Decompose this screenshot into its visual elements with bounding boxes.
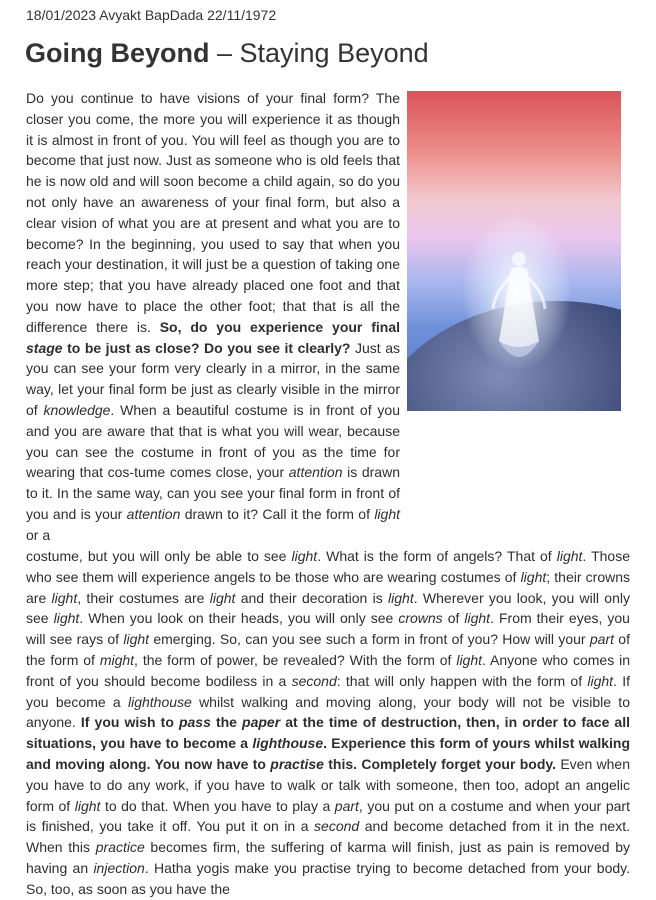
column-text-run: Do you continue to have visions of your final form? The closer you come, the more you will experience it as though it is almost in front of you. You will feel as though you are to become that just now. Just as someone who is old feels that he is now old and will soon become a child again, so do you not only have an awareness of your final form, but also a clear vision of what you are at present and what you are to become? In the beginning, you used to say that when you reach your destination, it will just be a question of taking one more step; that you have already placed one foot and that you now have to place the other foot; that that is all the difference there is. — [26, 90, 400, 335]
full-text-run: . From their eyes, you will see rays of — [26, 610, 630, 648]
full-text-run: , the form of power, be revealed? With the form of — [134, 651, 457, 668]
full-text-run: light — [51, 589, 78, 606]
full-text-run: emerging. So, can you see such a form in front of you? How will your — [149, 631, 590, 648]
full-text-run: part — [334, 797, 359, 814]
full-text-run: Even when you have to do any work, if you have to walk or talk with someone, then too, adopt an angelic form of — [26, 755, 630, 814]
column-text-run: Just as you can see your form very clearly in a mirror, in the same way, let your final form be just as clearly visible in the mirror of — [26, 339, 400, 418]
full-text-run: lighthouse — [252, 735, 324, 752]
full-text-run: . Anyone who comes in front of you should become bodiless in a — [26, 651, 630, 689]
full-text-run: , their costumes are — [77, 589, 210, 606]
full-text-run: light — [53, 610, 80, 627]
full-text-run: at the time of destruction, then, in order to face all situations, you have to become a — [26, 714, 630, 752]
header-date-line: 18/01/2023 Avyakt BapDada 22/11/1972 — [26, 7, 277, 23]
full-text-run: becomes firm, the suffering of karma will finish, just as pain is removed by having an — [26, 839, 631, 876]
column-text-run: knowledge — [43, 401, 111, 418]
full-text-run: : that will only happen with the form of — [336, 672, 588, 689]
full-text-run: If you wish to — [80, 714, 179, 731]
column-text-run: So, do you experience your final — [159, 318, 401, 335]
column-text-run: light — [374, 505, 400, 522]
full-text-run: injection — [93, 859, 145, 876]
full-text-run: . Experience this form of yours whilst walking and moving along. You now have to — [26, 735, 630, 772]
intro-column-text — [26, 88, 400, 546]
column-text-run: . When a beautiful costume is in front of you and you are aware that that is what you will wear, because you can see the costume in front of you as the time for wearing that cos-tume comes close, your — [26, 401, 400, 481]
column-text-run: to be just as close? Do you see it clearly? — [62, 339, 351, 356]
full-text-run: of the form of — [26, 631, 630, 668]
title-bold: Going Beyond — [25, 38, 210, 68]
full-text-run: light — [464, 610, 491, 627]
full-text-run: light — [291, 548, 318, 564]
full-text-run: crowns — [398, 610, 443, 627]
column-text-run: drawn to it? Call it the form of — [180, 505, 375, 522]
full-text-run: might — [99, 651, 135, 668]
column-text-run: is drawn to it. In the same way, can you see your final form in front of you and is your — [26, 464, 400, 522]
full-text-run: and their decoration is — [235, 589, 389, 606]
full-text-run: second — [314, 818, 360, 835]
full-text-run: . When you look on their heads, you will only see — [79, 610, 399, 627]
title-rest: – Staying Beyond — [209, 38, 429, 68]
full-text-run: light — [587, 672, 614, 689]
full-text-run: . Hatha yogis make you practise trying to become detached from your body. So, too, as soon as you have the — [26, 859, 630, 897]
full-text-run: pass — [178, 714, 211, 731]
full-text-run: ; their crowns are — [26, 568, 630, 606]
full-text-run: light — [520, 568, 547, 585]
main-body-text — [26, 546, 630, 900]
full-text-run: lighthouse — [127, 693, 192, 710]
column-text-run: attention — [126, 505, 181, 522]
full-text-run: the — [210, 714, 243, 731]
full-text-run: light — [74, 797, 101, 814]
full-text-run: practise — [270, 755, 324, 772]
column-text-run: or a — [26, 526, 51, 543]
full-text-run: light — [456, 651, 483, 668]
full-text-run: to do that. When you have to play a — [100, 797, 335, 814]
column-text-run: attention — [288, 464, 343, 481]
full-text-run: . Wherever you look, you will only see — [26, 589, 630, 627]
full-text-run: light — [209, 589, 236, 606]
full-text-run: whilst walking and moving along, your body will not be visible to anyone. — [26, 693, 630, 731]
full-text-run: . If you become a — [26, 672, 630, 710]
full-text-run: paper — [242, 714, 281, 731]
full-text-run: part — [589, 631, 614, 648]
full-text-run: . What is the form of angels? That of — [317, 548, 557, 564]
full-text-run: of — [442, 610, 465, 627]
full-text-run: , you put on a costume and when your part is finished, you take it off. You put it on in a — [26, 797, 630, 835]
full-text-run: practice — [95, 839, 145, 856]
column-text-run: stage — [26, 339, 63, 356]
full-text-run: and become detached from it in the next. When this — [26, 818, 630, 856]
full-text-run: second — [291, 672, 337, 689]
full-text-run: costume, but you will only be able to see — [26, 548, 292, 564]
full-text-run: light — [388, 589, 414, 606]
full-text-run: light — [123, 631, 150, 648]
full-text-run: this. Completely forget your body. — [323, 755, 557, 772]
page-title — [25, 38, 429, 69]
full-text-run: . Those who see them will experience angels to be those who are wearing costumes of — [26, 548, 630, 585]
angelic-light-painting — [407, 91, 621, 411]
full-text-run: light — [556, 548, 583, 564]
